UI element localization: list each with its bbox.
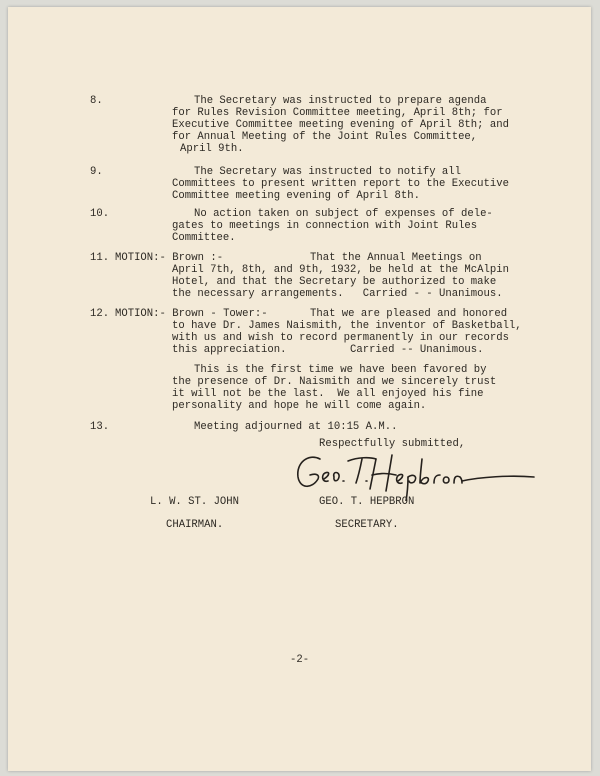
handwritten-signature [290,447,540,501]
item-number: 13. [90,421,110,433]
chairman-name: L. W. ST. JOHN [150,496,240,508]
item-line: the necessary arrangements. Carried - - Unanimous. [172,288,503,300]
item-line: gates to meetings in connection with Joint Rules [172,220,478,232]
item-line: Committee. [172,232,236,244]
item-number: 10. [90,208,110,220]
motion-label: MOTION:- Brown :- [115,252,224,264]
item-line: Hotel, and that the Secretary be authorized to make [172,276,497,288]
item-line: The Secretary was instructed to notify all [194,166,462,178]
item-line: Committees to present written report to the Executive [172,178,509,190]
motion-label: MOTION:- Brown - Tower:- [115,308,268,320]
paragraph-line: personality and hope he will come again. [172,400,427,412]
item-line: this appreciation. Carried -- Unanimous. [172,344,484,356]
paragraph-line: the presence of Dr. Naismith and we sincerely trust [172,376,497,388]
item-line: The Secretary was instructed to prepare agenda [194,95,487,107]
item-line: for Rules Revision Committee meeting, April 8th; for [172,107,503,119]
item-line: to have Dr. James Naismith, the inventor of Basketball, [172,320,522,332]
item-line: Executive Committee meeting evening of April 8th; and [172,119,509,131]
paragraph-line: it will not be the last. We all enjoyed his fine [172,388,484,400]
item-line: Committee meeting evening of April 8th. [172,190,420,202]
page-number: -2- [290,654,310,666]
chairman-title: CHAIRMAN. [166,519,224,531]
item-line: April 7th, 8th, and 9th, 1932, be held at the McAlpin [172,264,509,276]
item-number: 12. [90,308,110,320]
document-page [8,7,591,771]
item-line: with us and wish to record permanently in our records [172,332,509,344]
item-line: No action taken on subject of expenses of dele- [194,208,493,220]
secretary-title: SECRETARY. [335,519,399,531]
item-number: 8. [90,95,103,107]
item-number: 9. [90,166,103,178]
closing-text: Respectfully submitted, [319,438,466,450]
paragraph-line: This is the first time we have been favored by [194,364,487,376]
item-number: 11. [90,252,110,264]
item-line: That we are pleased and honored [310,308,508,320]
item-line: That the Annual Meetings on [310,252,482,264]
item-line: April 9th. [180,143,244,155]
item-line: Meeting adjourned at 10:15 A.M.. [194,421,398,433]
secretary-name: GEO. T. HEPBRON [319,496,415,508]
item-line: for Annual Meeting of the Joint Rules Committee, [172,131,478,143]
